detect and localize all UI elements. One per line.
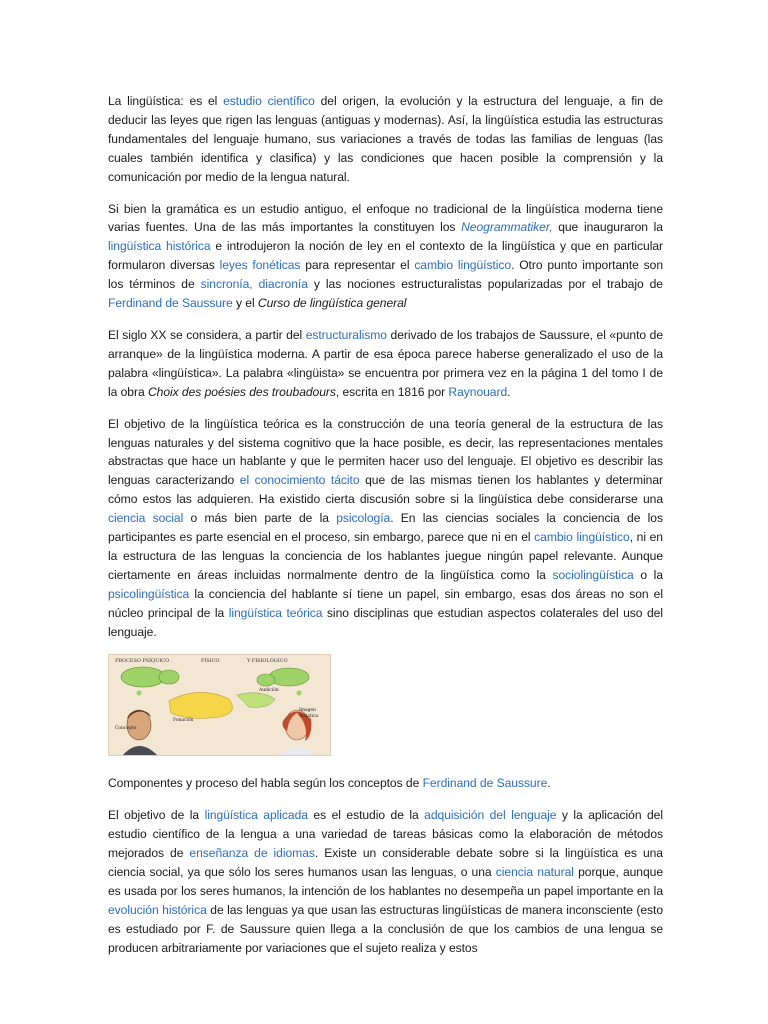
paragraph-twentieth-century: El siglo XX se considera, a partir del estructuralismo derivado de los trabajos de Saussure, el «punto de arranque» de la lingüística moderna. A partir de esa época parece haberse generalizado el uso de la palabra «lingüística». La palabra «lingüista» se encuentra por primera vez en la página 1 del tomo I de la obra Choix des poésies des troubadours, escrita en 1816 por Raynouard. <box>108 327 663 399</box>
link-cambio-linguistico-2[interactable]: cambio lingüístico <box>534 530 630 545</box>
label-fonacion: Fonación <box>173 718 194 724</box>
link-sociolinguistica[interactable]: sociolingüística <box>552 567 634 582</box>
link-linguistica-historica[interactable]: lingüística histórica <box>108 239 211 254</box>
link-cambio-linguistico[interactable]: cambio lingüístico <box>414 258 512 273</box>
link-evolucion-historica[interactable]: evolución histórica <box>108 902 207 917</box>
link-psicologia[interactable]: psicología <box>336 511 391 526</box>
label-imagen: Imagen <box>299 708 316 714</box>
link-ferdinand-de-saussure[interactable]: Ferdinand de Saussure <box>108 296 233 311</box>
book-title: Curso de lingüística general <box>257 296 407 311</box>
label-audicion: Audición <box>259 688 279 694</box>
link-raynouard[interactable]: Raynouard <box>448 384 508 399</box>
link-linguistica-teorica[interactable]: lingüística teórica <box>228 605 323 620</box>
paragraph-applied: El objetivo de la lingüística aplicada es el estudio de la adquisición del lenguaje y la aplicación del estudio científico de la lengua a una variedad de tareas básicas como la elaboración de métodos mejorados de enseñanza de idiomas. Existe un considerable debate sobre si la lingüística es una ciencia social, ya que sólo los seres humanos usan las lenguas, o una ciencia natural porque, aunque es usada por los seres humanos, la intención de los hablantes no desempeña un papel importante en la evolución histórica de las lenguas ya que usan las estructuras lingüísticas de manera inconsciente (esto es estudiado por F. de Saussure quien llega a la conclusión de que los cambios de una lengua se producen arbitrariamente por variaciones que el sujeto realiza y estos <box>108 808 664 955</box>
link-sincronia[interactable]: sincronía, <box>200 277 253 292</box>
link-ciencia-natural[interactable]: ciencia natural <box>495 865 574 880</box>
label-acustica: Acústica <box>299 714 319 720</box>
label-concepto: Concepto <box>115 726 137 732</box>
link-ensenanza-de-idiomas[interactable]: enseñanza de idiomas <box>189 846 315 861</box>
paragraph-theoretical: El objetivo de la lingüística teórica es la construcción de una teoría general de la estructura de las lenguas naturales y del sistema cognitivo que la hace posible, es decir, las representaciones mentales abstractas que hace un hablante y que le permiten hacer uso del lenguaje. El objetivo es describir las lenguas caracterizando el conocimiento tácito que de las mismas tienen los hablantes y determinar cómo estos las adquieren. Ha existido cierta discusión sobre si la lingüística debe considerarse una ciencia social o más bien parte de la psicología. En las ciencias sociales la conciencia de los participantes es parte esencial en el proceso, sin embargo, parece que ni en el cambio lingüístico, ni en la estructura de las lenguas la conciencia de los hablantes juegue ningún papel relevante. Aunque ciertamente en áreas incluidas normalmente dentro de la lingüística como la sociolingüística o la psicolingüística la conciencia del hablante sí tiene un papel, sin embargo, esas dos áreas no son el núcleo principal de la lingüística teórica sino disciplinas que estudian aspectos colaterales del uso del lenguaje. <box>108 416 663 639</box>
figure-caption: Componentes y proceso del habla según los conceptos de Ferdinand de Saussure. <box>108 776 551 791</box>
figure-header-mid: FÍSICO <box>201 658 220 665</box>
link-psicolinguistica[interactable]: psicolingüística <box>108 586 190 601</box>
link-linguistica-aplicada[interactable]: lingüística aplicada <box>204 808 308 823</box>
paragraph-history: Si bien la gramática es un estudio antiguo, el enfoque no tradicional de la lingüística moderna tiene varias fuentes. Una de las más importantes la constituyen los Neogrammatiker, que inauguraron la lingüística histórica e introdujeron la noción de ley en el contexto de la lingüística y que en particular formularon diversas leyes fonéticas para representar el cambio lingüístico. Otro punto importante son los términos de sincronía, diacronía y las nociones estructuralistas popularizadas por el trabajo de Ferdinand de Saussure y el Curso de lingüística general <box>108 201 664 311</box>
link-ferdinand-de-saussure-2[interactable]: Ferdinand de Saussure <box>422 776 548 791</box>
paragraph-definition: La lingüística: es el estudio científico del origen, la evolución y la estructura del lenguaje, a fin de deducir las leyes que rigen las lenguas (antiguas y modernas). Así, la lingüística estudia las estructuras fundamentales del lenguaje humano, sus variaciones a través de todas las familias de lenguas (las cuales también identifica y clasifica) y las condiciones que hacen posible la comprensión y la comunicación por medio de la lengua natural. <box>108 94 663 184</box>
speech-process-drawing <box>109 655 330 755</box>
link-neogrammatiker[interactable]: Neogrammatiker, <box>461 220 553 235</box>
figure-header-right: Y FISIOLÓGICO <box>247 658 288 665</box>
term-label: La lingüística: <box>108 94 184 108</box>
link-adquisicion-del-lenguaje[interactable]: adquisición del lenguaje <box>424 808 557 823</box>
document-page <box>108 92 663 971</box>
link-conocimiento-tacito[interactable]: el conocimiento tácito <box>239 473 360 488</box>
link-estudio-cientifico[interactable]: estudio científico <box>223 94 315 108</box>
link-leyes-foneticas[interactable]: leyes fonéticas <box>219 258 301 273</box>
link-estructuralismo[interactable]: estructuralismo <box>305 327 387 342</box>
speech-process-illustration <box>108 654 331 756</box>
link-diacronia[interactable]: diacronía <box>258 277 308 292</box>
work-title: Choix des poésies des troubadours <box>147 384 336 399</box>
link-ciencia-social[interactable]: ciencia social <box>108 511 184 526</box>
figure-header-left: PROCESO PSÍQUICO <box>115 658 169 665</box>
